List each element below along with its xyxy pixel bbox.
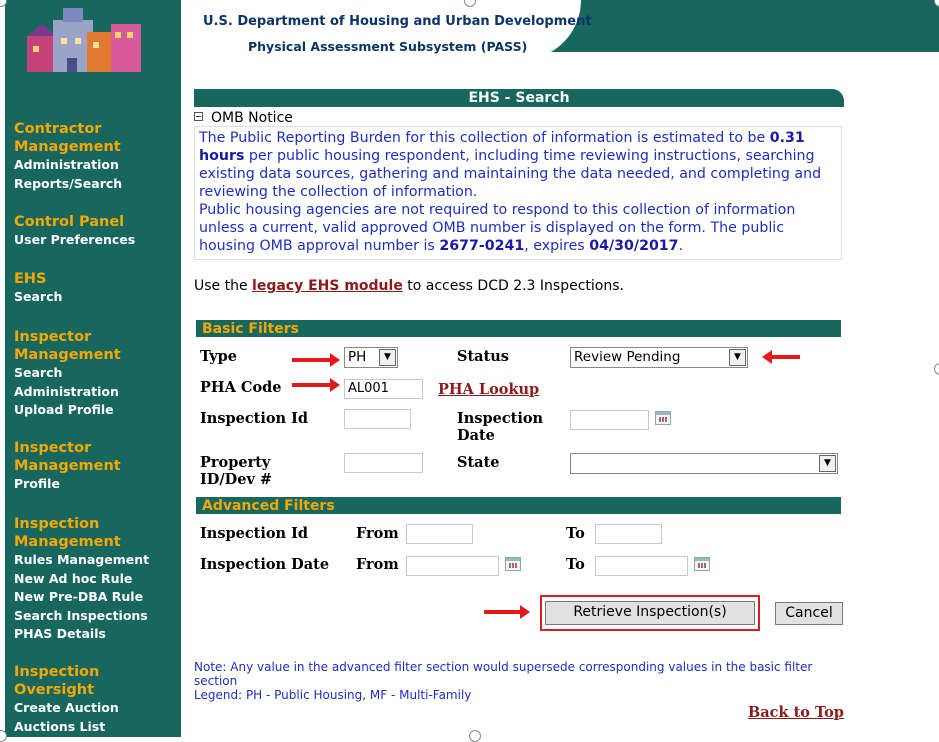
type-select[interactable]	[344, 347, 398, 368]
from-label: From	[356, 525, 399, 542]
type-selected-value: PH	[348, 349, 367, 365]
nav-heading: Inspection Oversight	[14, 664, 100, 698]
inspection-id-label: Inspection Id	[200, 410, 309, 427]
legacy-ehs-link[interactable]: legacy EHS module	[252, 278, 403, 294]
label-line: ID/Dev #	[200, 471, 273, 488]
advanced-filter-note: Note: Any value in the advanced filter section would supersede corresponding values in the basic filter section	[194, 660, 813, 688]
red-arrow-indicator	[292, 383, 332, 387]
red-arrow-indicator	[292, 358, 332, 362]
state-label: State	[457, 454, 500, 471]
legacy-text: to access DCD 2.3 Inspections.	[402, 278, 624, 294]
nav-group-inspection-management	[14, 515, 164, 644]
to-label: To	[566, 556, 585, 573]
nav-link-new-adhoc-rule[interactable]: New Ad hoc Rule	[14, 570, 133, 586]
property-id-label	[200, 454, 272, 488]
subsystem-title: Physical Assessment Subsystem (PASS)	[248, 39, 528, 54]
omb-text: Public housing agencies are not required to respond to this collection of information unless a current, valid approved OMB number is displayed on the form. The public housing OMB approval number is	[199, 202, 796, 254]
nav-link-rules-management[interactable]: Rules Management	[14, 552, 150, 567]
from-label: From	[356, 556, 399, 573]
basic-filters-header: Basic Filters	[196, 320, 841, 337]
omb-text: , expires	[524, 238, 590, 254]
nav-heading: Inspection Management	[14, 516, 121, 550]
pha-lookup-link[interactable]: PHA Lookup	[438, 381, 540, 398]
resize-handle[interactable]	[934, 363, 939, 375]
pha-code-label: PHA Code	[200, 379, 282, 396]
hud-houses-logo	[27, 6, 143, 72]
cancel-button[interactable]: Cancel	[775, 602, 843, 625]
nav-heading: Contractor Management	[14, 121, 121, 155]
nav-link-administration[interactable]: Administration	[14, 157, 119, 172]
inspection-id-input[interactable]	[344, 409, 411, 429]
omb-number: 2677-0241	[439, 238, 525, 254]
state-select[interactable]	[570, 453, 838, 474]
omb-hours: 0.31 hours	[199, 130, 805, 164]
collapse-icon[interactable]	[194, 112, 203, 121]
nav-link-profile[interactable]: Profile	[14, 476, 60, 491]
nav-link-inspector-search[interactable]: Search	[14, 365, 63, 380]
label-line: Property	[200, 454, 271, 471]
omb-text: per public housing respondent, including time reviewing instructions, searching existing data sources, gathering and maintaining the data needed, and completing and reviewing the collection of information.	[199, 148, 822, 200]
nav-group-inspector-management	[14, 328, 154, 420]
red-arrow-indicator	[770, 355, 800, 359]
retrieve-inspections-button[interactable]: Retrieve Inspection(s)	[545, 601, 755, 625]
to-label: To	[566, 525, 585, 542]
status-selected-value: Review Pending	[574, 349, 681, 365]
inspection-id-to-input[interactable]	[595, 524, 662, 544]
type-label: Type	[200, 348, 237, 365]
nav-link-create-auction[interactable]: Create Auction	[14, 700, 119, 715]
calendar-icon[interactable]	[505, 557, 521, 571]
nav-group-inspector-management-profile	[14, 439, 154, 494]
legacy-line	[194, 278, 624, 294]
nav-link-ehs-search[interactable]: Search	[14, 289, 63, 304]
nav-heading: Inspector Management	[14, 329, 121, 363]
nav-link-phas-details[interactable]: PHAS Details	[14, 626, 106, 641]
nav-group-ehs	[14, 270, 62, 307]
resize-handle[interactable]	[469, 730, 481, 742]
omb-notice-text	[194, 126, 842, 260]
nav-heading: EHS	[14, 271, 47, 287]
inspection-id-from-input[interactable]	[406, 524, 473, 544]
nav-group-inspection-oversight	[14, 663, 154, 736]
nav-link-new-pre-dba-rule[interactable]: New Pre-DBA Rule	[14, 589, 144, 604]
label-line: Date	[457, 427, 495, 444]
adv-inspection-id-label: Inspection Id	[200, 525, 309, 542]
omb-notice-toggle[interactable]	[194, 110, 293, 126]
page-title: EHS - Search	[194, 89, 844, 107]
nav-link-upload-profile[interactable]: Upload Profile	[14, 402, 114, 417]
status-label: Status	[457, 348, 509, 365]
inspection-date-label	[457, 410, 543, 444]
red-arrow-indicator	[484, 610, 522, 614]
nav-heading: Inspector Management	[14, 440, 121, 474]
chevron-down-icon[interactable]: ▼	[819, 455, 836, 472]
chevron-down-icon[interactable]: ▼	[729, 349, 746, 366]
status-select[interactable]	[570, 347, 748, 368]
legend-text: Legend: PH - Public Housing, MF - Multi-Family	[194, 688, 472, 702]
footer-note	[194, 660, 844, 702]
advanced-filters-header: Advanced Filters	[196, 497, 841, 514]
sidebar	[5, 0, 181, 737]
nav-group-contractor-management	[14, 120, 181, 193]
chevron-down-icon[interactable]: ▼	[379, 349, 396, 366]
pha-code-input[interactable]: AL001	[344, 379, 423, 399]
nav-link-reports-search[interactable]: Reports/Search	[14, 175, 123, 191]
inspection-date-input[interactable]	[570, 410, 649, 430]
omb-text: The Public Reporting Burden for this collection of information is estimated to be	[199, 130, 770, 146]
resize-handle[interactable]	[0, 730, 7, 742]
nav-link-auctions-list[interactable]: Auctions List	[14, 718, 106, 734]
omb-notice-label: OMB Notice	[211, 110, 293, 126]
nav-link-inspector-administration[interactable]: Administration	[14, 383, 119, 399]
nav-heading: Control Panel	[14, 214, 125, 230]
omb-expiry: 04/30/2017	[589, 238, 679, 254]
calendar-icon[interactable]	[694, 557, 710, 571]
nav-group-control-panel	[14, 213, 135, 250]
calendar-icon[interactable]	[655, 411, 671, 425]
omb-text: .	[678, 238, 684, 254]
back-to-top-link[interactable]: Back to Top	[748, 704, 844, 721]
nav-link-search-inspections[interactable]: Search Inspections	[14, 607, 148, 623]
property-id-input[interactable]	[344, 453, 423, 473]
nav-link-user-preferences[interactable]: User Preferences	[14, 232, 136, 247]
label-line: Inspection	[457, 410, 544, 427]
adv-inspection-date-label: Inspection Date	[200, 556, 330, 573]
agency-title: U.S. Department of Housing and Urban Development	[203, 14, 592, 29]
inspection-date-to-input[interactable]	[595, 556, 688, 576]
legacy-text: Use the	[194, 278, 253, 294]
inspection-date-from-input[interactable]	[406, 556, 499, 576]
